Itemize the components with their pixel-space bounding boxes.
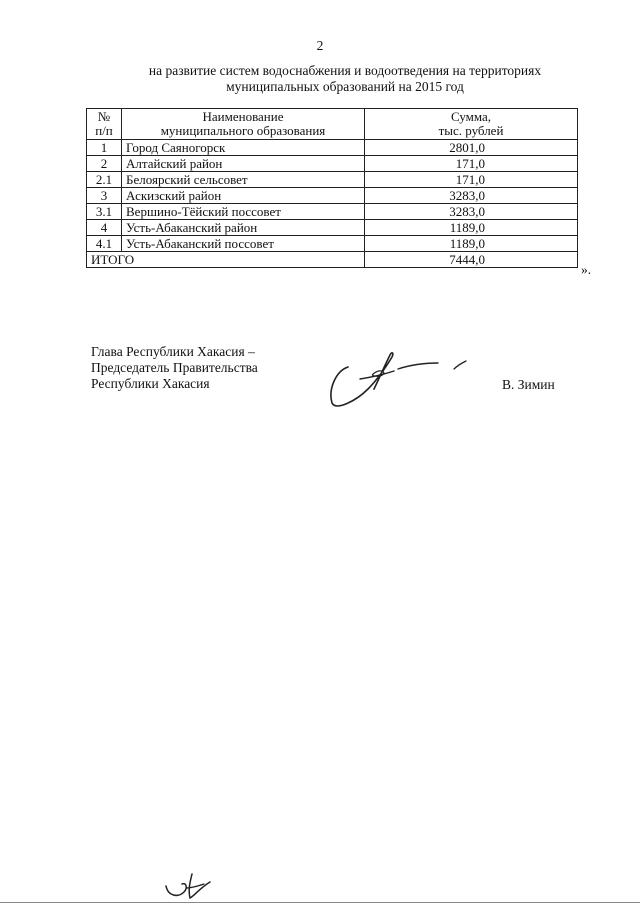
row-num: 2 bbox=[87, 156, 122, 172]
row-num: 1 bbox=[87, 140, 122, 156]
handwritten-initials bbox=[160, 868, 220, 902]
row-num: 4 bbox=[87, 220, 122, 236]
table-row bbox=[87, 156, 578, 172]
row-name: Вершино-Тёйский поссовет bbox=[122, 204, 365, 220]
table-row bbox=[87, 140, 578, 156]
subtitle-line-2: муниципальных образований на 2015 год bbox=[226, 79, 464, 94]
table-row bbox=[87, 220, 578, 236]
header-num-line-2: п/п bbox=[95, 123, 113, 138]
header-sum-line-1: Сумма, bbox=[450, 109, 492, 124]
row-sum: 2801,0 bbox=[365, 140, 578, 156]
row-sum: 171,0 bbox=[365, 156, 578, 172]
table-row bbox=[87, 172, 578, 188]
table-row bbox=[87, 188, 578, 204]
header-name-line-2: муниципального образования bbox=[160, 123, 326, 138]
closing-quote: ». bbox=[581, 262, 592, 277]
header-sum bbox=[365, 109, 578, 140]
page-bottom-edge bbox=[0, 902, 640, 903]
row-sum: 3283,0 bbox=[365, 204, 578, 220]
row-sum: 3283,0 bbox=[365, 188, 578, 204]
row-sum: 171,0 bbox=[365, 172, 578, 188]
handwritten-signature bbox=[320, 345, 470, 411]
table-row bbox=[87, 204, 578, 220]
allocation-table bbox=[86, 108, 578, 268]
row-sum: 1189,0 bbox=[365, 236, 578, 252]
page-number: 2 bbox=[316, 38, 324, 53]
table-row bbox=[87, 236, 578, 252]
header-num bbox=[87, 109, 122, 140]
total-label: ИТОГО bbox=[87, 252, 365, 268]
row-num: 3.1 bbox=[87, 204, 122, 220]
row-num: 3 bbox=[87, 188, 122, 204]
header-name-line-1: Наименование bbox=[202, 109, 284, 124]
signer-title-line-2: Председатель Правительства bbox=[91, 360, 258, 375]
row-sum: 1189,0 bbox=[365, 220, 578, 236]
subtitle-line-1: на развитие систем водоснабжения и водоотведения на территориях bbox=[148, 63, 542, 78]
table-header-row bbox=[87, 109, 578, 140]
signer-title-line-1: Глава Республики Хакасия – bbox=[91, 344, 255, 359]
total-sum: 7444,0 bbox=[365, 252, 578, 268]
signer-block bbox=[91, 344, 258, 392]
header-num-line-1: № bbox=[97, 109, 111, 124]
header-name bbox=[122, 109, 365, 140]
row-name: Алтайский район bbox=[122, 156, 365, 172]
row-num: 4.1 bbox=[87, 236, 122, 252]
row-name: Город Саяногорск bbox=[122, 140, 365, 156]
table-total-row bbox=[87, 252, 578, 268]
header-sum-line-2: тыс. рублей bbox=[438, 123, 504, 138]
row-name: Усть-Абаканский поссовет bbox=[122, 236, 365, 252]
row-name: Усть-Абаканский район bbox=[122, 220, 365, 236]
signer-title-line-3: Республики Хакасия bbox=[91, 376, 210, 391]
document-subtitle bbox=[95, 63, 595, 95]
row-name: Аскизский район bbox=[122, 188, 365, 204]
signer-name: В. Зимин bbox=[502, 377, 555, 392]
row-num: 2.1 bbox=[87, 172, 122, 188]
row-name: Белоярский сельсовет bbox=[122, 172, 365, 188]
